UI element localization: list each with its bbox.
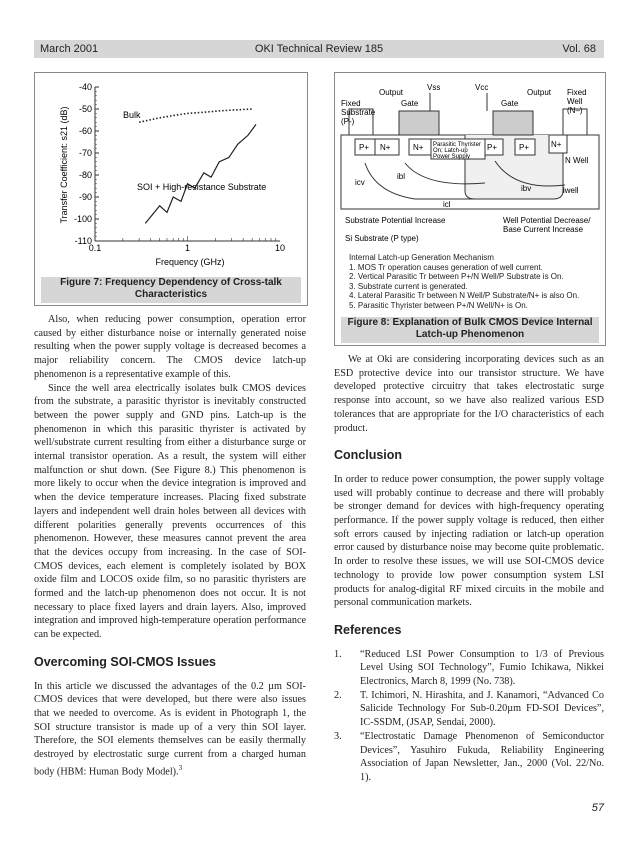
fig7-caption: Figure 7: Frequency Dependency of Cross-talk Characteristics: [41, 277, 301, 303]
fig8-label-fixed-well-3: (N–): [567, 106, 583, 115]
mechanism-item: 1. MOS Tr operation causes generation of well current.: [349, 262, 543, 272]
fig7-y-tick-label: -40: [78, 82, 92, 92]
right-column: [334, 353, 604, 785]
fig8-label-icl: icl: [443, 200, 451, 209]
fig7-series-label-soi: SOI + High-resistance Substrate: [137, 182, 267, 192]
mechanism-item: 4. Lateral Parasitic Tr between N Well/P Substrate/N+ is also On.: [349, 291, 580, 300]
fig7-y-tick-label: -100: [73, 214, 92, 224]
fig8-label-well-decrease-2: Base Current Increase: [503, 225, 584, 234]
ref-number: 3.: [334, 730, 342, 742]
section-heading-soi: Overcoming SOI-CMOS Issues: [34, 654, 216, 669]
paragraph: In order to reduce power consumption, the power supply voltage used will probably continue to decrease and there will probably be stronger demand for devices with high-frequency operating performance. If the power supply voltage is reduced, then either soft errors caused by injecting radiation or latch-up operation error caused by disturbance noise may become quite problematic. In order to resolve these issues, we will use SOI-CMOS device technology to provide low power consumption system LSI products for analog-digital RF mixed circuits in the mobile and personal communication markets.: [334, 473, 604, 609]
fig7-x-tick-label: 0.1: [88, 243, 102, 253]
ref-text: “Electrostatic Damage Phenomenon of Semiconductor Devices”, Yasuhiro Fukuda, Reliability Engineering Association of Japan Newsletter, Jan., 2000 (Vol. 22/No. 1).: [360, 730, 604, 783]
paragraph: Since the well area electrically isolates bulk CMOS devices from the substrate, a parasitic thyristor is inevitably constructed between the power supply and GND pins. Latch-up is the phenomenon in which this parasitic thyrister is activated by well/substrate current resulting from either a disturbance surge or internal transistor operation. As a result, the system will either malfunction or shut down. (See Figure 8.) This phenomenon is more likely to occur when the device integration is improved and when the device temperature increases. Placing fixed substrate layers and independent well drain holes between all devices with different polarities generally prevents occurrences of this phenomenon. However, these measures cannot prevent the area that the devices occupy from increasing. In the case of SOI-CMOS devices, each element is completely isolated by BOX oxide film and LOCOS oxide film, so no parasitic thyristers are formed and the latch-up phenomenon does not occur. It is not necessary to place fixed layers and drain layers. Also, improved integration and improved high-temperature operation performance can be expected.: [34, 382, 306, 641]
left-column: [34, 313, 306, 779]
figure-7: [34, 72, 308, 306]
fig8-label-thyrister-3: Power Supply: [433, 154, 471, 160]
fig7-y-tick-label: -80: [78, 170, 92, 180]
fig8-label-thyrister-2: On; Latch-up: [433, 148, 468, 154]
fig8-label-thyrister-1: Parasitic Thyrister: [433, 142, 481, 148]
header-volume: Vol. 68: [562, 43, 596, 55]
fig8-label-gate-right: Gate: [501, 99, 519, 108]
fig7-x-tick-label: 1: [184, 243, 191, 253]
fig8-label-fixed-sub-1: Fixed: [341, 99, 361, 108]
fig7-y-tick-label: -110: [74, 236, 92, 246]
ref-number: 2.: [334, 689, 342, 701]
fig8-label-fixed-sub-2: Substrate: [341, 108, 376, 117]
fig7-x-tick-label: 10: [274, 243, 286, 253]
fig7-y-tick-label: -50: [78, 104, 92, 114]
right-gate: [493, 111, 533, 135]
running-header: [34, 40, 604, 58]
fig8-label-well-decrease-1: Well Potential Decrease/: [503, 216, 591, 225]
fig7-series-label-bulk: Bulk: [123, 110, 141, 120]
ref-text: T. Ichimori, N. Hirashita, and J. Kanamori, “Advanced Co Salicide Technology For Sub-0.20µm FD-SOI Devices”, IC-SSDM, (JSAP, Sendai, 2000).: [360, 689, 604, 729]
fig8-label-n-plus-1: N+: [380, 143, 391, 152]
fig8-label-output-left: Output: [379, 88, 404, 97]
fig7-y-tick-label: -60: [78, 126, 92, 136]
mechanism-item: 2. Vertical Parasitic Tr between P+/N Well/P Substrate is On.: [349, 272, 564, 281]
fig8-label-ibv: ibv: [521, 184, 532, 193]
fig7-x-axis-label: Frequency (GHz): [155, 257, 225, 267]
fig8-label-p-plus-3: P+: [519, 143, 530, 152]
ref-number: 1.: [334, 648, 342, 660]
fig8-label-p-plus-2: P+: [487, 143, 498, 152]
left-gate: [399, 111, 439, 135]
reference-item: [334, 689, 604, 730]
mechanism-title: Internal Latch-up Generation Mechanism: [349, 253, 494, 262]
section-heading-conclusion: Conclusion: [334, 448, 403, 463]
fig8-caption: Figure 8: Explanation of Bulk CMOS Device Internal Latch-up Phenomenon: [341, 317, 599, 343]
paragraph: [34, 680, 306, 779]
reference-item: [334, 730, 604, 785]
latch-up-mechanism-list: [349, 253, 603, 310]
ref-text: “Reduced LSI Power Consumption to 1/3 of Previous Level Using SOI Technology”, Fumio Ichikawa, Nikkei Electronics, March 8, 1999 (No. 738).: [360, 648, 604, 688]
paragraph: Also, when reducing power consumption, operation error caused by either disturbance noise or internally generated noise resulting when the power supply voltage is decreased becomes a major reliability concern. The CMOS device latch-up phenomenon is a representative example of this.: [34, 314, 306, 380]
fig7-series-line-bulk: [139, 109, 252, 122]
figure-8: [334, 72, 606, 346]
section-heading-references: References: [334, 622, 402, 637]
fig8-label-p-plus-1: P+: [359, 143, 370, 152]
fig8-label-ibl: ibl: [397, 172, 406, 181]
fig8-label-vss: Vss: [427, 83, 441, 92]
footnote-ref: 3: [178, 763, 183, 772]
fig8-label-fixed-well-2: Well: [567, 97, 583, 106]
reference-item: [334, 648, 604, 689]
fig8-label-vcc: Vcc: [475, 83, 489, 92]
fig8-label-output-right: Output: [527, 88, 552, 97]
fig8-label-substrate-increase: Substrate Potential Increase: [345, 216, 446, 225]
fig8-label-gate-left: Gate: [401, 99, 419, 108]
mechanism-item: 3. Substrate current is generated.: [349, 281, 468, 291]
header-date: March 2001: [40, 43, 99, 55]
fig7-y-tick-label: -70: [78, 148, 92, 158]
fig8-label-iwell: iwell: [563, 186, 579, 195]
fig8-label-n-plus-2: N+: [413, 143, 424, 152]
fig8-label-n-plus-3: N+: [551, 140, 562, 149]
page-number: 57: [591, 802, 604, 814]
fig7-y-tick-label: -90: [78, 192, 92, 202]
fig7-y-axis-label: Transfer Coefficient: s21 (dB): [59, 106, 69, 224]
paragraph: We at Oki are considering incorporating devices such as an ESD protective device into our transistor structure. We have developed protective circuitry that takes electrostatic surge response into account, so we have also realized various ESD tolerances that are appropriate for the I/O characteristics of each product.: [334, 354, 604, 434]
fig8-label-si-substrate: Si Substrate (P type): [345, 234, 419, 243]
fig8-label-n-well: N Well: [565, 156, 589, 165]
fig7-series-line-soi: [145, 124, 256, 223]
paragraph-text: In this article we discussed the advantages of the 0.2 µm SOI-CMOS devices that were developed, but there were also issues that we needed to overcome. As is evident in Photograph 1, the SOI structure transistor is made up of a very thin SOI layer. Therefore, the SOI elements themselves can be easily thermally destroyed by electrostatic surge current from a charged human body (HBM: Human Body Model).: [34, 680, 306, 778]
fig8-label-icv: icv: [355, 178, 365, 187]
header-journal: OKI Technical Review 185: [254, 43, 384, 55]
fig8-label-fixed-sub-3: (P-): [341, 117, 355, 126]
fig8-label-fixed-well-1: Fixed: [567, 88, 587, 97]
fig7-chart: [35, 73, 307, 273]
mechanism-item: 5. Parasitic Thyrister between P+/N Well/N+ is On.: [349, 300, 528, 310]
